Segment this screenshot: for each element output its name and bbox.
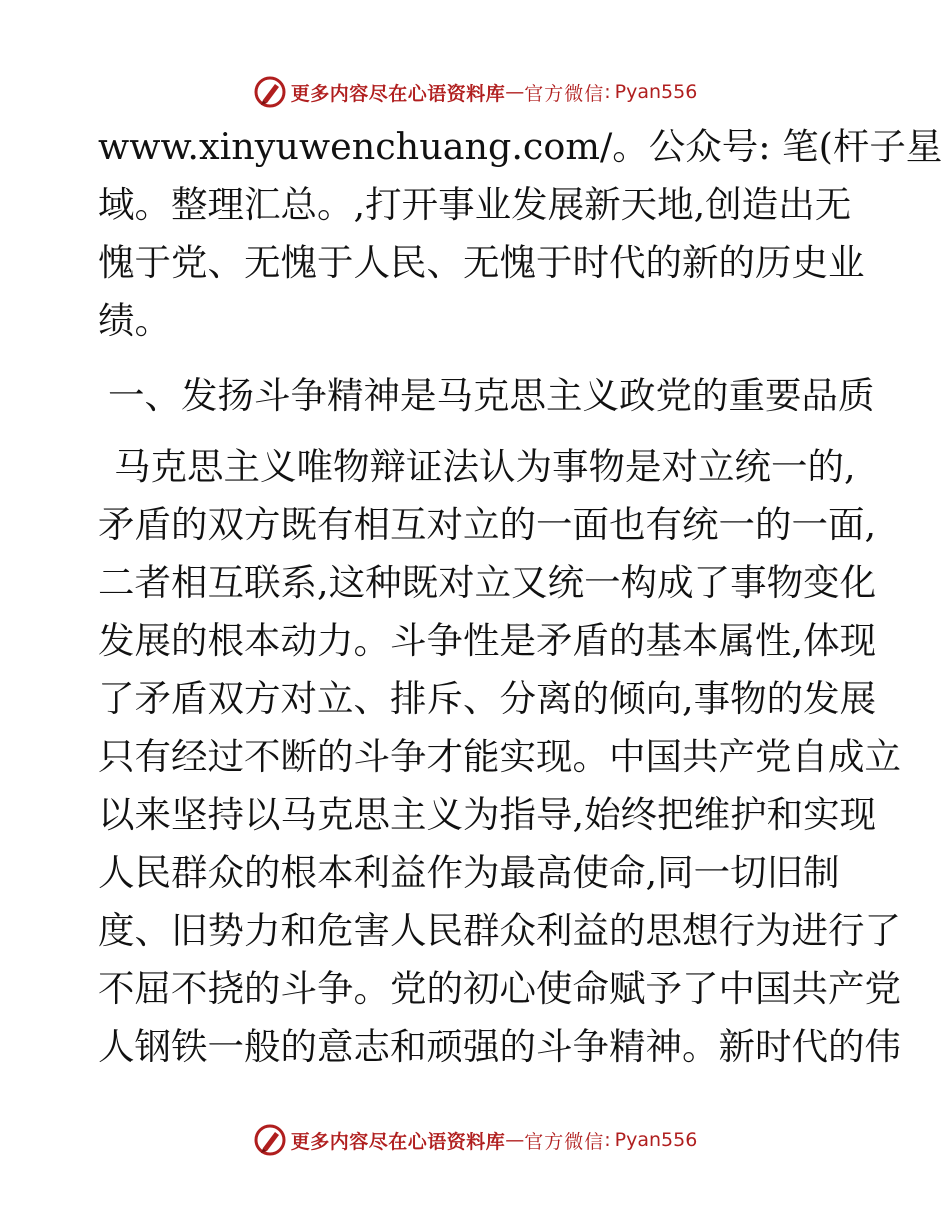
banner-colon: : xyxy=(604,81,611,103)
header-banner xyxy=(0,72,950,112)
paragraph-1-line: www.xinyuwenchuang.com/。公众号: 笔(杆子星 xyxy=(98,125,943,168)
banner-dash: — xyxy=(505,81,525,103)
wechat-id: Pyan556 xyxy=(614,1129,698,1151)
brand-text: 更多内容尽在心语资料库 xyxy=(290,82,506,105)
paragraph-2-line: 不屈不挠的斗争。党的初心使命赋予了中国共产党 xyxy=(98,967,901,1010)
paragraph-2-line: 人民群众的根本利益作为最高使命,同一切旧制 xyxy=(98,851,840,894)
paragraph-2-line: 人钢铁一般的意志和顽强的斗争精神。新时代的伟 xyxy=(98,1025,901,1068)
paragraph-1-line: 绩。 xyxy=(98,299,171,342)
wechat-id: Pyan556 xyxy=(614,81,698,103)
footer-banner xyxy=(0,1120,950,1160)
paragraph-2-line: 发展的根本动力。斗争性是矛盾的基本属性,体现 xyxy=(98,619,877,662)
brand-text: 更多内容尽在心语资料库 xyxy=(290,1130,506,1153)
pen-logo-icon xyxy=(253,1123,287,1157)
paragraph-2-line: 以来坚持以马克思主义为指导,始终把维护和实现 xyxy=(98,793,877,836)
paragraph-2-line: 马克思主义唯物辩证法认为事物是对立统一的, xyxy=(114,445,856,488)
wechat-label: 官方微信 xyxy=(524,82,605,105)
paragraph-2-line: 度、旧势力和危害人民群众利益的思想行为进行了 xyxy=(98,909,901,952)
paragraph-2-line: 只有经过不断的斗争才能实现。中国共产党自成立 xyxy=(98,735,901,778)
paragraph-2-line: 二者相互联系,这种既对立又统一构成了事物变化 xyxy=(98,561,877,604)
paragraph-1-line: 域。整理汇总。,打开事业发展新天地,创造出无 xyxy=(98,183,852,226)
section-heading: 一、发扬斗争精神是马克思主义政党的重要品质 xyxy=(108,374,875,417)
banner-colon: : xyxy=(604,1129,611,1151)
wechat-label: 官方微信 xyxy=(524,1130,605,1153)
pen-logo-icon xyxy=(253,75,287,109)
paragraph-1-line: 愧于党、无愧于人民、无愧于时代的新的历史业 xyxy=(98,241,865,284)
paragraph-2-line: 了矛盾双方对立、排斥、分离的倾向,事物的发展 xyxy=(98,677,877,720)
paragraph-2-line: 矛盾的双方既有相互对立的一面也有统一的一面, xyxy=(98,503,877,546)
banner-dash: — xyxy=(505,1129,525,1151)
